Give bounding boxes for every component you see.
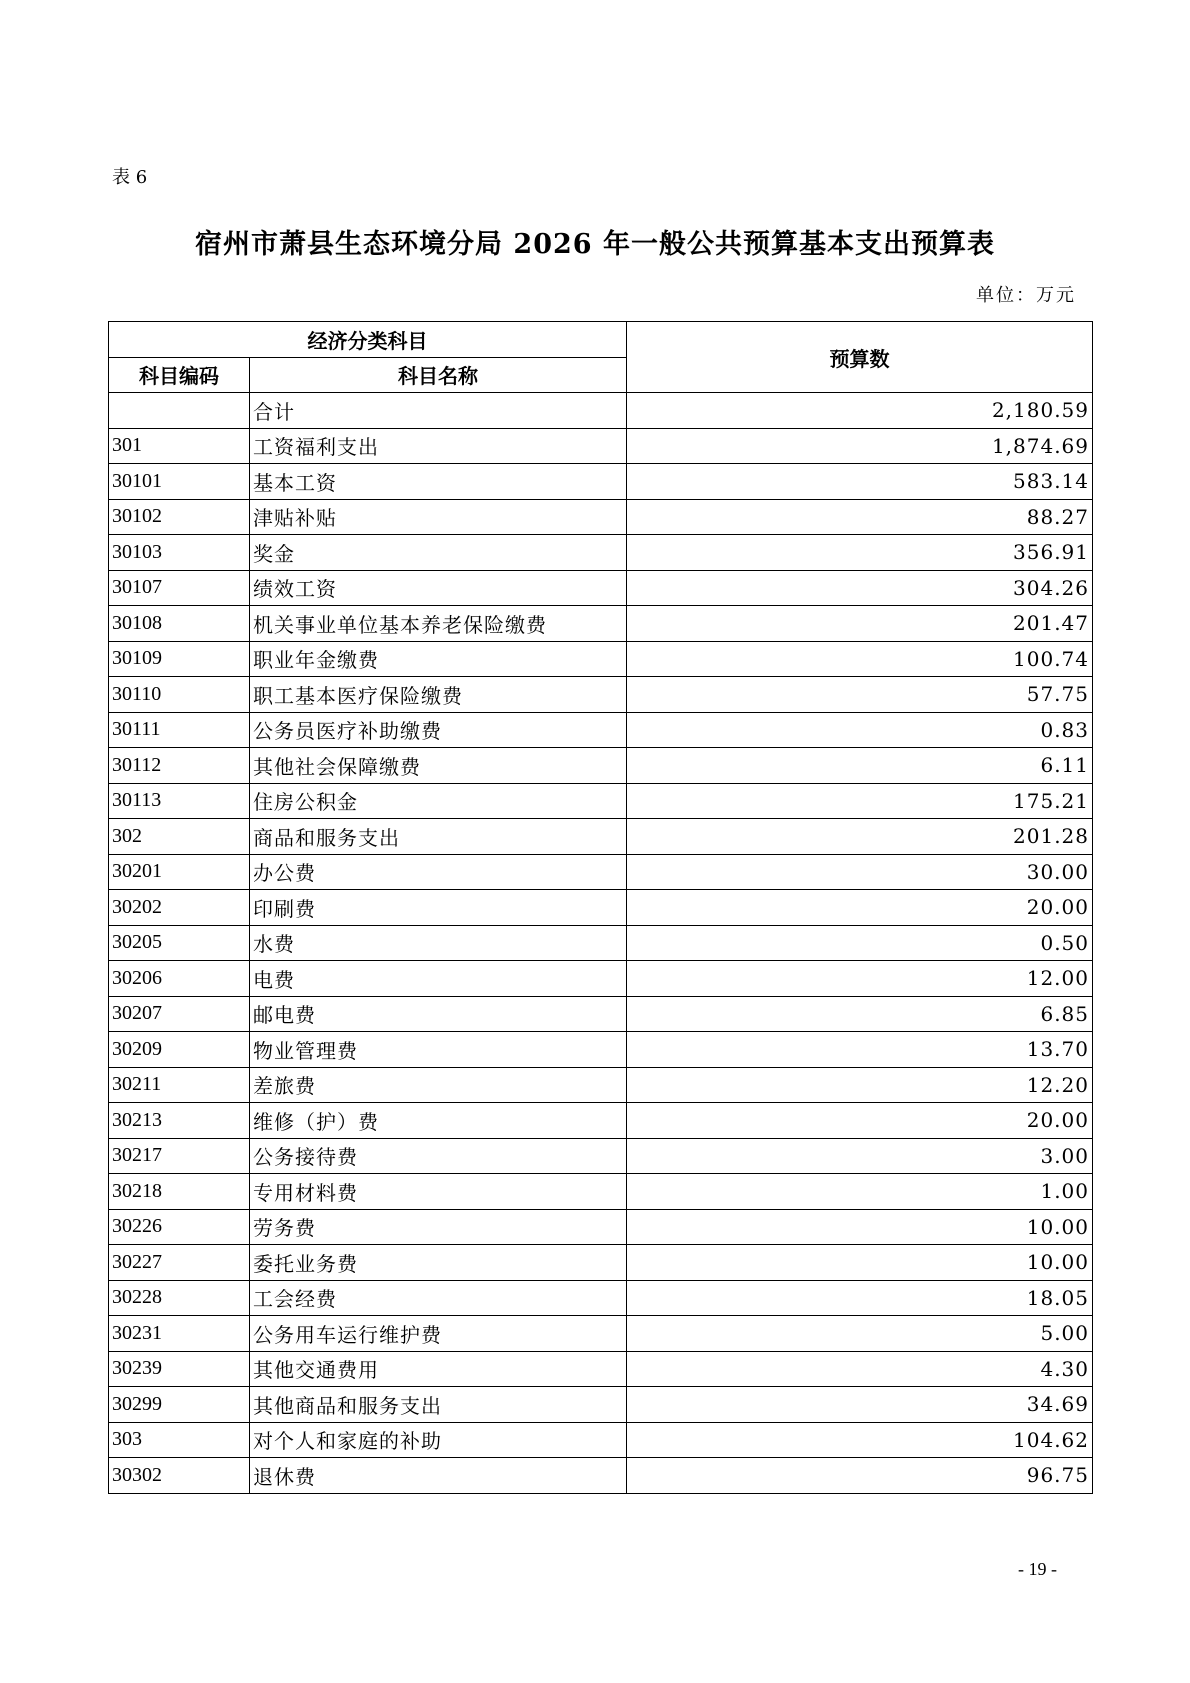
subject-code-cell: 30213	[109, 1103, 250, 1139]
table-row	[109, 1032, 1093, 1068]
subject-code-cell: 30231	[109, 1316, 250, 1352]
subject-name-cell: 机关事业单位基本养老保险缴费	[250, 606, 627, 642]
header-row-group	[109, 322, 1093, 358]
subject-code-cell: 30111	[109, 712, 250, 748]
budget-amount-cell: 20.00	[627, 1103, 1093, 1139]
table-row	[109, 1103, 1093, 1139]
subject-name-cell: 委托业务费	[250, 1245, 627, 1281]
table-label: 表 6	[112, 167, 148, 188]
subject-name-cell: 办公费	[250, 854, 627, 890]
table-body	[109, 393, 1093, 1494]
budget-amount-cell: 6.11	[627, 748, 1093, 784]
subject-name-cell: 劳务费	[250, 1209, 627, 1245]
table-row	[109, 783, 1093, 819]
table-row	[109, 1174, 1093, 1210]
subject-name-cell: 物业管理费	[250, 1032, 627, 1068]
subject-name-cell: 退休费	[250, 1458, 627, 1494]
budget-amount-cell: 2,180.59	[627, 393, 1093, 429]
subject-code-cell: 30211	[109, 1067, 250, 1103]
budget-amount-cell: 1.00	[627, 1174, 1093, 1210]
table-row	[109, 819, 1093, 855]
subject-name-cell: 绩效工资	[250, 570, 627, 606]
budget-amount-cell: 1,874.69	[627, 428, 1093, 464]
budget-amount-cell: 0.50	[627, 925, 1093, 961]
page-title: 宿州市萧县生态环境分局 2026 年一般公共预算基本支出预算表	[195, 229, 995, 260]
budget-amount-cell: 201.28	[627, 819, 1093, 855]
subject-code-cell: 30103	[109, 535, 250, 571]
budget-amount-cell: 4.30	[627, 1351, 1093, 1387]
budget-amount-cell: 6.85	[627, 996, 1093, 1032]
budget-amount-cell: 201.47	[627, 606, 1093, 642]
subject-name-cell: 住房公积金	[250, 783, 627, 819]
budget-amount-cell: 304.26	[627, 570, 1093, 606]
unit-label: 单位：万元	[976, 285, 1076, 306]
subject-name-cell: 邮电费	[250, 996, 627, 1032]
table-row	[109, 1316, 1093, 1352]
subject-name-cell: 公务接待费	[250, 1138, 627, 1174]
budget-amount-cell: 10.00	[627, 1209, 1093, 1245]
table-row	[109, 996, 1093, 1032]
budget-amount-cell: 104.62	[627, 1422, 1093, 1458]
table-row	[109, 677, 1093, 713]
subject-name-cell: 对个人和家庭的补助	[250, 1422, 627, 1458]
budget-amount-cell: 34.69	[627, 1387, 1093, 1423]
subject-name-cell: 其他交通费用	[250, 1351, 627, 1387]
subject-name-cell: 津贴补贴	[250, 499, 627, 535]
table-row	[109, 890, 1093, 926]
subject-code-cell: 30113	[109, 783, 250, 819]
table-row	[109, 1280, 1093, 1316]
page-number: - 19 -	[1018, 1559, 1057, 1579]
header-subject-code: 科目编码	[109, 357, 250, 393]
budget-amount-cell: 0.83	[627, 712, 1093, 748]
table-row	[109, 499, 1093, 535]
budget-amount-cell: 96.75	[627, 1458, 1093, 1494]
table-row	[109, 712, 1093, 748]
budget-amount-cell: 10.00	[627, 1245, 1093, 1281]
subject-name-cell: 奖金	[250, 535, 627, 571]
subject-code-cell: 30227	[109, 1245, 250, 1281]
subject-code-cell: 30299	[109, 1387, 250, 1423]
table-row	[109, 925, 1093, 961]
subject-name-cell: 基本工资	[250, 464, 627, 500]
subject-code-cell	[109, 393, 250, 429]
table-row	[109, 1351, 1093, 1387]
subject-code-cell: 30218	[109, 1174, 250, 1210]
table-row	[109, 535, 1093, 571]
subject-code-cell: 30101	[109, 464, 250, 500]
budget-amount-cell: 20.00	[627, 890, 1093, 926]
subject-name-cell: 维修（护）费	[250, 1103, 627, 1139]
table-row	[109, 428, 1093, 464]
subject-code-cell: 302	[109, 819, 250, 855]
table-row	[109, 1067, 1093, 1103]
table-row	[109, 464, 1093, 500]
subject-code-cell: 30112	[109, 748, 250, 784]
subject-code-cell: 30239	[109, 1351, 250, 1387]
subject-name-cell: 工资福利支出	[250, 428, 627, 464]
subject-code-cell: 30109	[109, 641, 250, 677]
subject-code-cell: 30209	[109, 1032, 250, 1068]
budget-amount-cell: 3.00	[627, 1138, 1093, 1174]
subject-name-cell: 商品和服务支出	[250, 819, 627, 855]
subject-name-cell: 印刷费	[250, 890, 627, 926]
subject-name-cell: 职业年金缴费	[250, 641, 627, 677]
budget-amount-cell: 583.14	[627, 464, 1093, 500]
table-row	[109, 854, 1093, 890]
table-row	[109, 748, 1093, 784]
table-row	[109, 570, 1093, 606]
table-row	[109, 606, 1093, 642]
subject-code-cell: 30202	[109, 890, 250, 926]
subject-code-cell: 30226	[109, 1209, 250, 1245]
subject-code-cell: 30228	[109, 1280, 250, 1316]
subject-name-cell: 其他社会保障缴费	[250, 748, 627, 784]
subject-name-cell: 电费	[250, 961, 627, 997]
table-row	[109, 641, 1093, 677]
subject-code-cell: 30102	[109, 499, 250, 535]
subject-name-cell: 职工基本医疗保险缴费	[250, 677, 627, 713]
budget-amount-cell: 100.74	[627, 641, 1093, 677]
table-row	[109, 393, 1093, 429]
subject-code-cell: 30207	[109, 996, 250, 1032]
subject-name-cell: 其他商品和服务支出	[250, 1387, 627, 1423]
subject-code-cell: 30302	[109, 1458, 250, 1494]
subject-name-cell: 水费	[250, 925, 627, 961]
subject-code-cell: 30206	[109, 961, 250, 997]
subject-code-cell: 301	[109, 428, 250, 464]
budget-amount-cell: 5.00	[627, 1316, 1093, 1352]
subject-name-cell: 工会经费	[250, 1280, 627, 1316]
budget-amount-cell: 13.70	[627, 1032, 1093, 1068]
subject-code-cell: 303	[109, 1422, 250, 1458]
subject-name-cell: 差旅费	[250, 1067, 627, 1103]
budget-amount-cell: 18.05	[627, 1280, 1093, 1316]
header-budget-amount: 预算数	[627, 322, 1093, 393]
table-row	[109, 961, 1093, 997]
header-subject-name: 科目名称	[250, 357, 627, 393]
subject-name-cell: 专用材料费	[250, 1174, 627, 1210]
subject-name-cell: 合计	[250, 393, 627, 429]
budget-amount-cell: 12.20	[627, 1067, 1093, 1103]
header-economic-classification: 经济分类科目	[109, 322, 627, 358]
budget-amount-cell: 30.00	[627, 854, 1093, 890]
subject-code-cell: 30217	[109, 1138, 250, 1174]
subject-code-cell: 30107	[109, 570, 250, 606]
subject-name-cell: 公务用车运行维护费	[250, 1316, 627, 1352]
budget-amount-cell: 175.21	[627, 783, 1093, 819]
subject-code-cell: 30110	[109, 677, 250, 713]
subject-code-cell: 30108	[109, 606, 250, 642]
budget-amount-cell: 57.75	[627, 677, 1093, 713]
table-row	[109, 1138, 1093, 1174]
budget-amount-cell: 88.27	[627, 499, 1093, 535]
budget-amount-cell: 356.91	[627, 535, 1093, 571]
table-row	[109, 1245, 1093, 1281]
subject-code-cell: 30201	[109, 854, 250, 890]
subject-name-cell: 公务员医疗补助缴费	[250, 712, 627, 748]
subject-code-cell: 30205	[109, 925, 250, 961]
table-row	[109, 1209, 1093, 1245]
budget-amount-cell: 12.00	[627, 961, 1093, 997]
budget-table	[108, 321, 1093, 1494]
table-row	[109, 1422, 1093, 1458]
table-row	[109, 1458, 1093, 1494]
table-row	[109, 1387, 1093, 1423]
